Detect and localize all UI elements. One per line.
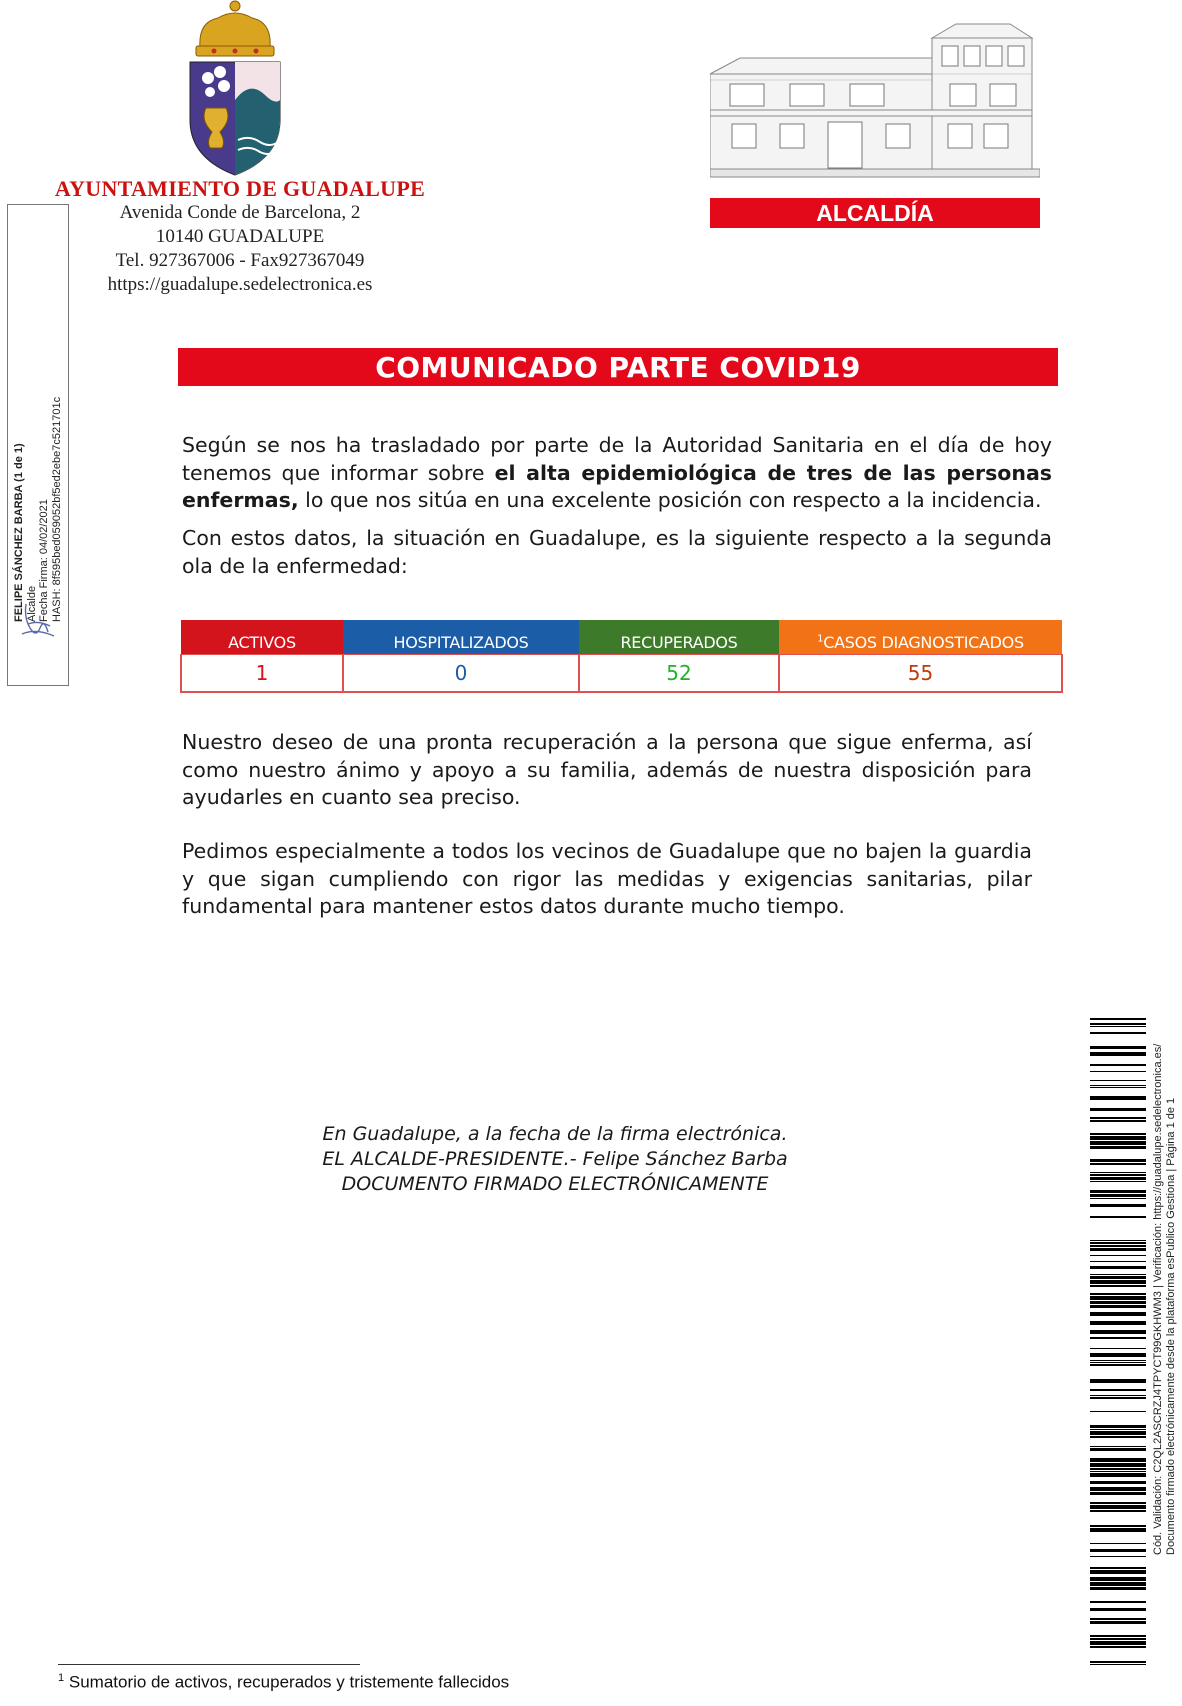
- value-casos-diagnosticados: 55: [779, 655, 1062, 693]
- barcode-bar: [1090, 1071, 1146, 1072]
- barcode-bar: [1090, 1436, 1146, 1438]
- barcode-bar: [1090, 1023, 1146, 1025]
- footnote-rule: [58, 1664, 360, 1665]
- header-hospitalizados: HOSPITALIZADOS: [343, 620, 579, 655]
- footnote-number: 1: [58, 1672, 65, 1684]
- barcode-bar: [1090, 1194, 1146, 1197]
- barcode-bar: [1090, 1468, 1146, 1470]
- barcode-bar: [1090, 1080, 1146, 1081]
- footnote: [58, 1672, 509, 1693]
- handwritten-signature-icon: [18, 598, 58, 644]
- verification-text: [1152, 965, 1182, 1555]
- header-recuperados: RECUPERADOS: [579, 620, 779, 655]
- barcode-bar: [1090, 1577, 1146, 1581]
- barcode-bar: [1090, 1646, 1146, 1648]
- closing-place-date: En Guadalupe, a la fecha de la firma electrónica.: [322, 1123, 788, 1145]
- barcode-bar: [1090, 1587, 1146, 1590]
- address-line: Avenida Conde de Barcelona, 2: [119, 202, 361, 223]
- barcode-bar: [1090, 1240, 1146, 1241]
- stats-value-row: [181, 655, 1062, 693]
- verification-code: Cód. Validación: C2QL2ASCRZJ4TPYCT99GKHWM3 | Verificación: https://guadalupe.sedelectronica.es/: [1152, 1043, 1164, 1555]
- barcode-bar: [1090, 1362, 1146, 1363]
- organization-name: AYUNTAMIENTO DE GUADALUPE: [54, 176, 426, 201]
- barcode-bar: [1090, 1242, 1146, 1244]
- barcode-bar: [1090, 1360, 1146, 1361]
- barcode-bar: [1090, 1321, 1146, 1325]
- barcode-bar: [1090, 1276, 1146, 1279]
- barcode-bar: [1090, 1190, 1146, 1193]
- barcode-bar: [1090, 1018, 1146, 1020]
- intro-text-bold: el alta epidemiológica de tres de las personas enfermas,: [182, 460, 1052, 512]
- signature-date: Fecha Firma: 04/02/2021: [38, 499, 50, 622]
- request-paragraph: Pedimos especialmente a todos los vecinos de Guadalupe que no bajen la guardia y que sigan cumpliendo con rigor las medidas y exigencias sanitarias, pilar fundamental para mantener estos datos durante mucho tiempo.: [182, 839, 1032, 918]
- header-activos: ACTIVOS: [181, 620, 343, 655]
- signature-metadata: [13, 222, 77, 622]
- header-casos-diagnosticados: $^1$CASOS DIAGNOSTICADOS: [779, 620, 1062, 655]
- barcode-bar: [1090, 1549, 1146, 1552]
- barcode-bar: [1090, 1556, 1146, 1557]
- department-banner: ALCALDÍA: [710, 198, 1040, 228]
- website-link[interactable]: https://guadalupe.sedelectronica.es: [107, 274, 373, 295]
- barcode-bar: [1090, 1638, 1146, 1640]
- phone-fax-line: Tel. 927367006 - Fax927367049: [115, 250, 365, 271]
- barcode-bar: [1090, 1525, 1146, 1527]
- barcode-bar: [1090, 1463, 1146, 1467]
- barcode-bar: [1090, 1032, 1146, 1034]
- barcode-bar: [1090, 1293, 1146, 1295]
- postal-code-line: 10140 GUADALUPE: [155, 226, 325, 247]
- barcode-bar: [1090, 1108, 1146, 1111]
- barcode-bar: [1090, 1458, 1146, 1462]
- barcode-bar: [1090, 1172, 1146, 1173]
- stats-header-row: [181, 620, 1062, 655]
- barcode-bar: [1090, 1471, 1146, 1472]
- wishes-paragraph: Nuestro deseo de una pronta recuperación a la persona que sigue enferma, así como nuestro ánimo y apoyo a su familia, además de nuestra disposición para ayudarles en cuanto sea preciso.: [182, 730, 1032, 809]
- barcode-bar: [1090, 1181, 1146, 1182]
- barcode-bar: [1090, 1379, 1146, 1383]
- barcode-bar: [1090, 1266, 1146, 1269]
- barcode-bar: [1090, 1096, 1146, 1100]
- situation-paragraph: Con estos datos, la situación en Guadalupe, es la siguiente respecto a la segunda ola de la enfermedad:: [182, 526, 1052, 578]
- barcode-bar: [1090, 1204, 1146, 1207]
- barcode-bar: [1090, 1133, 1146, 1135]
- barcode-bar: [1090, 1431, 1146, 1435]
- barcode-bar: [1090, 1337, 1146, 1339]
- barcode-bar: [1090, 1305, 1146, 1308]
- barcode-bar: [1090, 1120, 1146, 1122]
- barcode-bar: [1090, 1353, 1146, 1357]
- barcode-bar: [1090, 1473, 1146, 1477]
- barcode-bar: [1090, 1280, 1146, 1284]
- barcode-bar: [1090, 1274, 1146, 1275]
- barcode-icon: [1090, 1018, 1146, 1666]
- barcode-bar: [1090, 1296, 1146, 1300]
- barcode-bar: [1090, 1621, 1146, 1624]
- value-hospitalizados: 0: [343, 655, 579, 693]
- barcode-bar: [1090, 1163, 1146, 1165]
- barcode-bar: [1090, 1641, 1146, 1645]
- barcode-bar: [1090, 1330, 1146, 1334]
- town-hall-building-image: [710, 14, 1040, 180]
- barcode-bar: [1090, 1582, 1146, 1586]
- barcode-bar: [1090, 1174, 1146, 1176]
- barcode-bar: [1090, 1348, 1146, 1349]
- barcode-bar: [1090, 1117, 1146, 1119]
- barcode-bar: [1090, 1425, 1146, 1428]
- intro-paragraph: [182, 432, 1052, 515]
- intro-text-a: Según se nos ha trasladado por parte de la Autoridad Sanitaria en el día de hoy tenemos que informar sobre: [182, 433, 1052, 485]
- footnote-text: Sumatorio de activos, recuperados y tristemente fallecidos: [68, 1672, 510, 1692]
- document-title: COMUNICADO PARTE COVID19: [178, 348, 1058, 386]
- covid-stats-table: [180, 620, 1063, 693]
- barcode-bar: [1090, 1567, 1146, 1569]
- barcode-bar: [1090, 1198, 1146, 1199]
- barcode-bar: [1090, 1664, 1146, 1665]
- footnote-mark: 1: [817, 633, 824, 645]
- barcode-bar: [1090, 1136, 1146, 1140]
- barcode-bar: [1090, 1397, 1146, 1399]
- signer-name: FELIPE SÁNCHEZ BARBA (1 de 1): [13, 443, 25, 622]
- closing-electronic-note: DOCUMENTO FIRMADO ELECTRÓNICAMENTE: [341, 1173, 769, 1195]
- value-activos: 1: [181, 655, 343, 693]
- barcode-bar: [1090, 1570, 1146, 1574]
- barcode-bar: [1090, 1446, 1146, 1447]
- barcode-bar: [1090, 1608, 1146, 1611]
- barcode-bar: [1090, 1505, 1146, 1509]
- barcode-bar: [1090, 1026, 1146, 1027]
- barcode-bar: [1090, 1085, 1146, 1086]
- signature-hash: HASH: 8f595bed059052bf5ed2ebe7c521701c: [50, 396, 63, 622]
- barcode-bar: [1090, 1481, 1146, 1484]
- barcode-bar: [1090, 1510, 1146, 1512]
- barcode-bar: [1090, 1364, 1146, 1366]
- barcode-bar: [1090, 1492, 1146, 1495]
- barcode-bar: [1090, 1389, 1146, 1391]
- barcode-bar: [1090, 1087, 1146, 1088]
- barcode-bar: [1090, 1285, 1146, 1287]
- barcode-bar: [1090, 1543, 1146, 1544]
- barcode-bar: [1090, 1528, 1146, 1532]
- barcode-bar: [1090, 1159, 1146, 1162]
- barcode-bar: [1090, 1046, 1146, 1049]
- closing-signer: EL ALCALDE-PRESIDENTE.- Felipe Sánchez Barba: [322, 1148, 788, 1170]
- barcode-bar: [1090, 1448, 1146, 1451]
- barcode-bar: [1090, 1052, 1146, 1056]
- intro-text-b: lo que nos sitúa en una excelente posición con respecto a la incidencia.: [298, 488, 1042, 512]
- barcode-bar: [1090, 1216, 1146, 1218]
- barcode-bar: [1090, 1261, 1146, 1262]
- barcode-bar: [1090, 1248, 1146, 1251]
- barcode-bar: [1090, 1312, 1146, 1316]
- barcode-bar: [1090, 1661, 1146, 1663]
- barcode-bar: [1090, 1601, 1146, 1603]
- barcode-bar: [1090, 1064, 1146, 1066]
- barcode-bar: [1090, 1245, 1146, 1247]
- verification-platform: Documento firmado electrónicamente desde la plataforma esPublico Gestiona | Página 1 de 1: [1165, 1097, 1177, 1555]
- barcode-bar: [1090, 1141, 1146, 1145]
- barcode-bar: [1090, 1635, 1146, 1637]
- barcode-bar: [1090, 1395, 1146, 1396]
- barcode-bar: [1090, 1411, 1146, 1412]
- barcode-bar: [1090, 1255, 1146, 1256]
- signer-role: Alcalde: [25, 585, 38, 622]
- barcode-bar: [1090, 1618, 1146, 1620]
- barcode-bar: [1090, 1429, 1146, 1430]
- barcode-bar: [1090, 1177, 1146, 1180]
- barcode-bar: [1090, 1502, 1146, 1504]
- barcode-bar: [1090, 1146, 1146, 1149]
- coat-of-arms-logo: [180, 0, 290, 178]
- barcode-bar: [1090, 1301, 1146, 1304]
- barcode-bar: [1090, 1487, 1146, 1491]
- value-recuperados: 52: [579, 655, 779, 693]
